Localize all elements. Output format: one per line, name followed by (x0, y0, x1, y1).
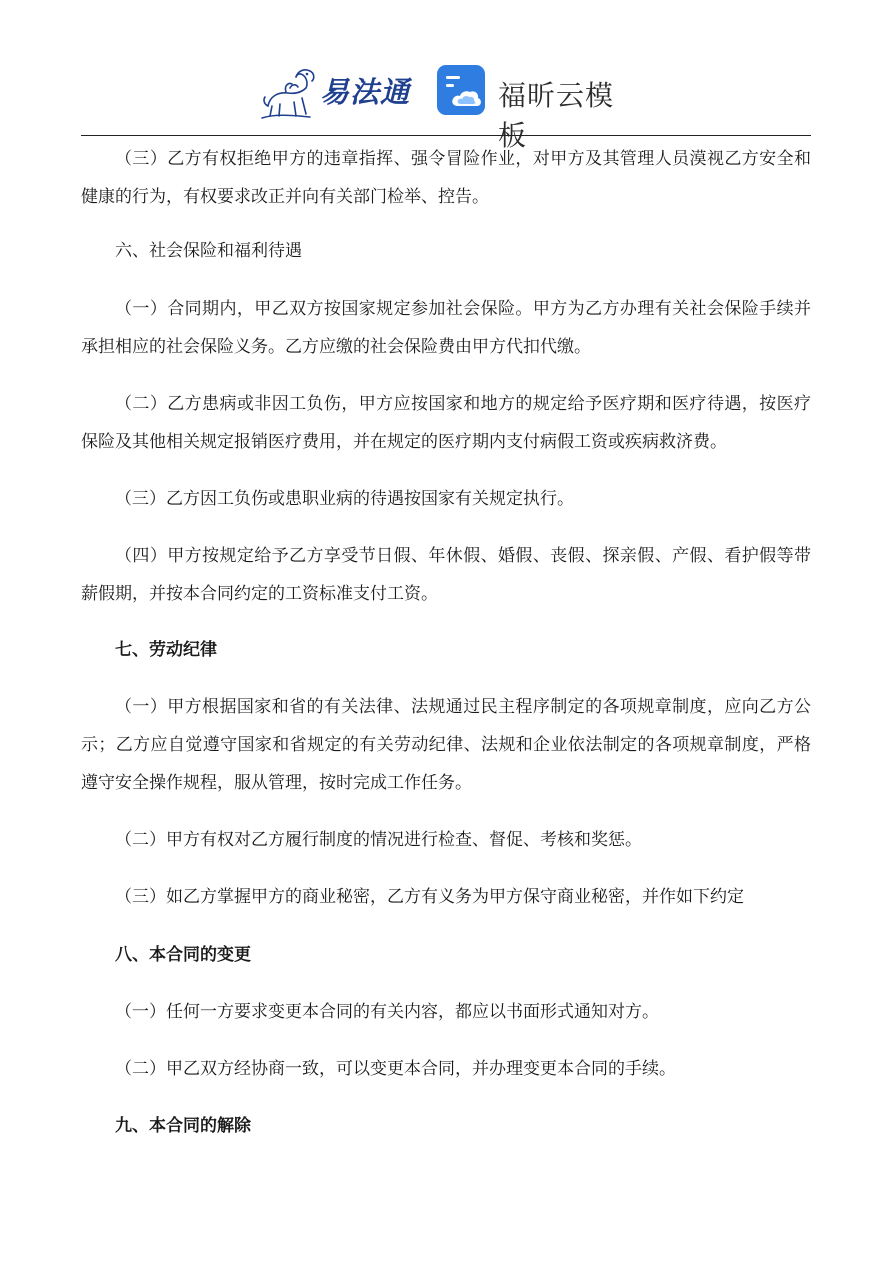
paragraph-labor-discipline-2: （二）甲方有权对乙方履行制度的情况进行检查、督促、考核和奖惩。 (115, 830, 642, 850)
paragraph-social-insurance-1: （一）合同期内，甲乙双方按国家规定参加社会保险。甲方为乙方办理有关社会保险手续并承担相应的社会保险义务。乙方应缴的社会保险费由甲方代扣代缴。 (81, 299, 811, 357)
paragraph-social-insurance-2: （二）乙方患病或非因工负伤，甲方应按国家和地方的规定给予医疗期和医疗待遇，按医疗保险及其他相关规定报销医疗费用，并在规定的医疗期内支付病假工资或疾病救济费。 (81, 394, 811, 452)
header-divider (81, 135, 811, 136)
foxit-cloud-template-logo (436, 64, 636, 152)
paragraph-contract-change-2: （二）甲乙双方经协商一致，可以变更本合同，并办理变更本合同的手续。 (115, 1059, 676, 1079)
paragraph-labor-discipline-3: （三）如乙方掌握甲方的商业秘密，乙方有义务为甲方保守商业秘密，并作如下约定 (115, 887, 744, 907)
paragraph-labor-discipline-1: （一）甲方根据国家和省的有关法律、法规通过民主程序制定的各项规章制度，应向乙方公示；乙方应自觉遵守国家和省规定的有关劳动纪律、法规和企业依法制定的各项规章制度，严格遵守安全操作规程，服从管理，按时完成工作任务。 (81, 697, 811, 793)
cloud-document-icon (436, 64, 488, 116)
yifatong-logo-text: 易法通 (320, 75, 411, 109)
qilin-icon (260, 62, 322, 122)
paragraph-social-insurance-4: （四）甲方按规定给予乙方享受节日假、年休假、婚假、丧假、探亲假、产假、看护假等带薪假期，并按本合同约定的工资标准支付工资。 (81, 546, 811, 604)
foxit-logo-text: 福昕云模板 (498, 79, 615, 152)
paragraph-contract-change-1: （一）任何一方要求变更本合同的有关内容，都应以书面形式通知对方。 (115, 1002, 659, 1022)
page-header (0, 0, 893, 152)
section-heading-contract-termination: 九、本合同的解除 (115, 1116, 251, 1136)
section-heading-contract-change: 八、本合同的变更 (115, 945, 251, 965)
paragraph-social-insurance-3: （三）乙方因工负伤或患职业病的待遇按国家有关规定执行。 (115, 489, 574, 509)
yifatong-logo (260, 62, 415, 122)
section-heading-labor-discipline: 七、劳动纪律 (115, 640, 217, 660)
paragraph-right-to-refuse: （三）乙方有权拒绝甲方的违章指挥、强令冒险作业，对甲方及其管理人员漠视乙方安全和健康的行为，有权要求改正并向有关部门检举、控告。 (81, 149, 811, 207)
section-heading-social-insurance: 六、社会保险和福利待遇 (115, 241, 302, 261)
